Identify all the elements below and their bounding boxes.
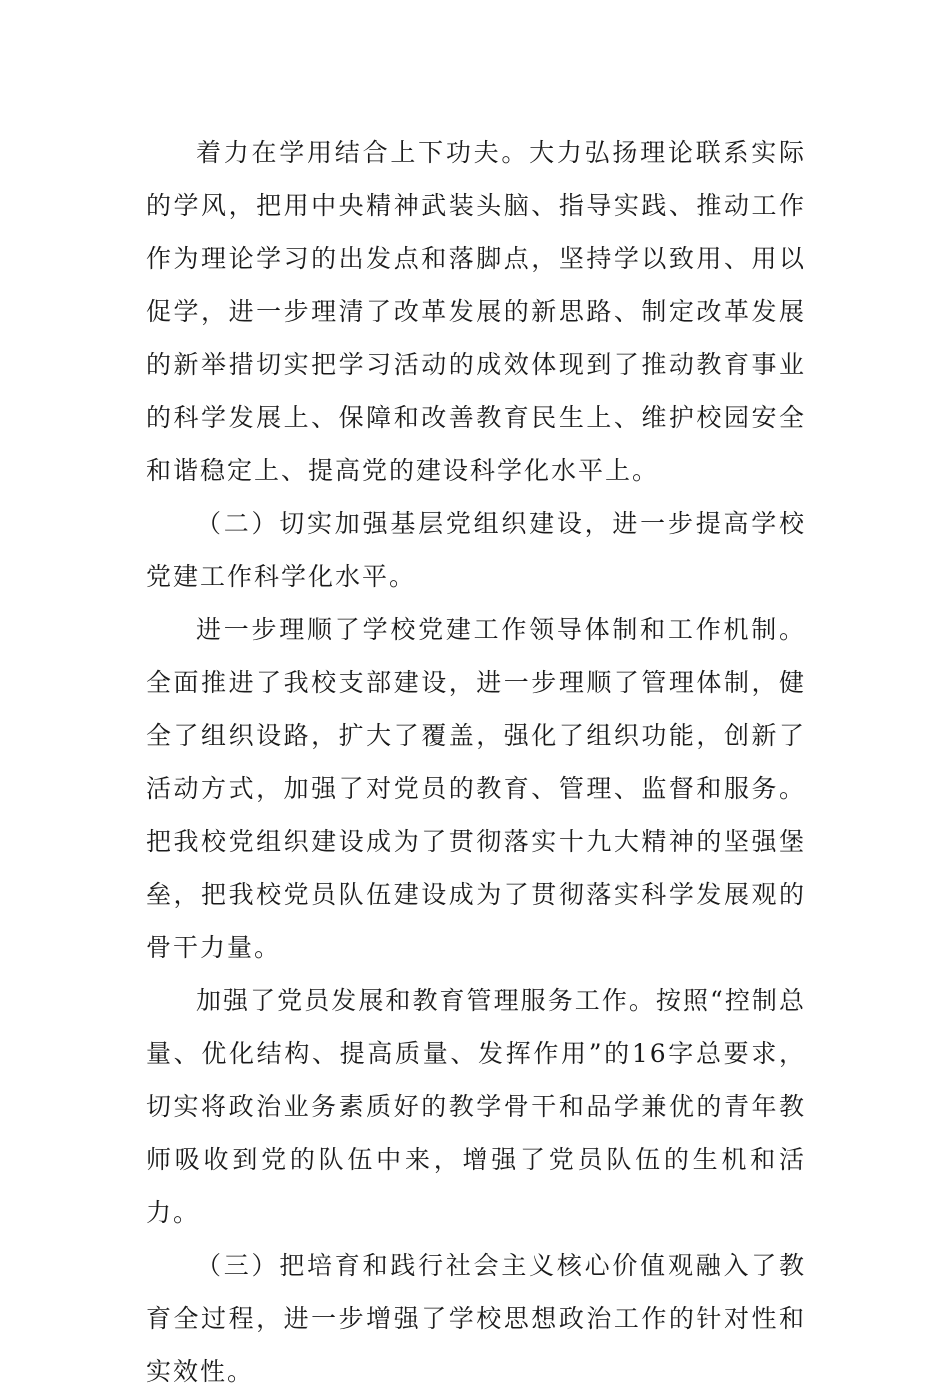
paragraph-party-building-system: 进一步理顺了学校党建工作领导体制和工作机制。全面推进了我校支部建设，进一步理顺了管理体制，健全了组织设路，扩大了覆盖，强化了组织功能，创新了活动方式，加强了对党员的教育、管理、监督和服务。把我校党组织建设成为了贯彻落实十九大精神的坚强堡垒，把我校党员队伍建设成为了贯彻落实科学发展观的骨干力量。 [146, 615, 806, 962]
section-heading-two: （二）切实加强基层党组织建设，进一步提高学校党建工作科学化水平。 [146, 509, 806, 591]
section-heading-three: （三）把培育和践行社会主义核心价值观融入了教育全过程，进一步增强了学校思想政治工作的针对性和实效性。 [146, 1251, 806, 1386]
paragraph-member-development: 加强了党员发展和教育管理服务工作。按照“控制总量、优化结构、提高质量、发挥作用”的16字总要求，切实将政治业务素质好的教学骨干和品学兼优的青年教师吸收到党的队伍中来，增强了党员队伍的生机和活力。 [146, 986, 806, 1227]
document-body [146, 126, 806, 1398]
paragraph-study-application: 着力在学用结合上下功夫。大力弘扬理论联系实际的学风，把用中央精神武装头脑、指导实践、推动工作作为理论学习的出发点和落脚点，坚持学以致用、用以促学，进一步理清了改革发展的新思路、制定改革发展的新举措切实把学习活动的成效体现到了推动教育事业的科学发展上、保障和改善教育民生上、维护校园安全和谐稳定上、提高党的建设科学化水平上。 [146, 138, 806, 485]
